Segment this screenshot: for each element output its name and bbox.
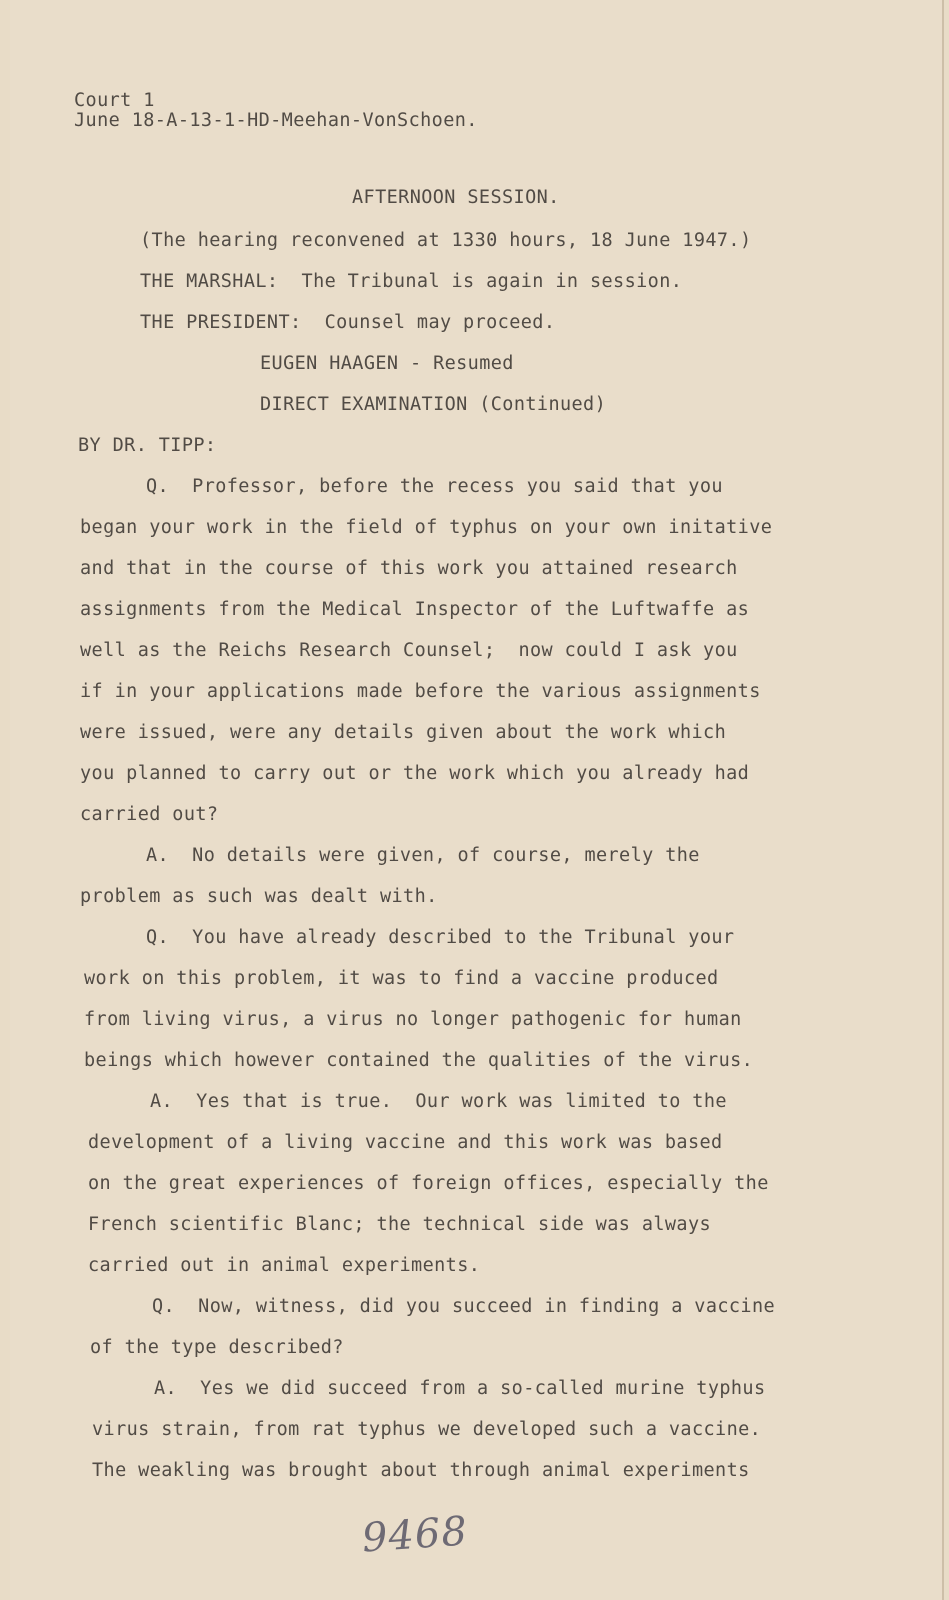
header-court: Court 1 bbox=[74, 90, 155, 111]
session-title: AFTERNOON SESSION. bbox=[352, 187, 560, 208]
testimony-line: The weakling was brought about through animal experiments bbox=[92, 1460, 750, 1481]
examiner-line: BY DR. TIPP: bbox=[78, 435, 217, 456]
header-reference: June 18-A-13-1-HD-Meehan-VonSchoen. bbox=[74, 110, 478, 131]
document-page bbox=[10, 0, 944, 1600]
testimony-line: development of a living vaccine and this work was based bbox=[88, 1132, 723, 1153]
witness-name: EUGEN HAAGEN - Resumed bbox=[260, 353, 514, 374]
testimony-line: if in your applications made before the various assignments bbox=[80, 681, 761, 702]
testimony-line: virus strain, from rat typhus we developed such a vaccine. bbox=[92, 1419, 762, 1440]
testimony-line: carried out in animal experiments. bbox=[88, 1255, 481, 1276]
testimony-line: were issued, were any details given about the work which bbox=[80, 722, 727, 743]
testimony-line: Q. Now, witness, did you succeed in finding a vaccine bbox=[152, 1296, 776, 1317]
testimony-line: A. Yes that is true. Our work was limited to the bbox=[150, 1091, 727, 1112]
testimony-line: and that in the course of this work you attained research bbox=[80, 558, 738, 579]
marshal-statement: THE MARSHAL: The Tribunal is again in session. bbox=[140, 271, 683, 292]
testimony-line: A. No details were given, of course, merely the bbox=[146, 845, 700, 866]
testimony-line: from living virus, a virus no longer pathogenic for human bbox=[84, 1009, 742, 1030]
testimony-line: carried out? bbox=[80, 804, 219, 825]
testimony-line: began your work in the field of typhus on your own initative bbox=[80, 517, 773, 538]
testimony-line: Q. You have already described to the Tribunal your bbox=[146, 927, 735, 948]
testimony-line: assignments from the Medical Inspector of the Luftwaffe as bbox=[80, 599, 750, 620]
testimony-line: on the great experiences of foreign offices, especially the bbox=[88, 1173, 769, 1194]
proceeding-note: (The hearing reconvened at 1330 hours, 18 June 1947.) bbox=[140, 230, 752, 251]
testimony-line: French scientific Blanc; the technical side was always bbox=[88, 1214, 712, 1235]
testimony-line: well as the Reichs Research Counsel; now could I ask you bbox=[80, 640, 738, 661]
testimony-line: A. Yes we did succeed from a so-called murine typhus bbox=[154, 1378, 766, 1399]
president-statement: THE PRESIDENT: Counsel may proceed. bbox=[140, 312, 556, 333]
testimony-line: you planned to carry out or the work which you already had bbox=[80, 763, 750, 784]
testimony-line: beings which however contained the qualities of the virus. bbox=[84, 1050, 754, 1071]
page-number: 9468 bbox=[360, 1508, 470, 1562]
testimony-line: work on this problem, it was to find a vaccine produced bbox=[84, 968, 719, 989]
testimony-line: Q. Professor, before the recess you said that you bbox=[146, 476, 723, 497]
testimony-line: problem as such was dealt with. bbox=[80, 886, 438, 907]
examination-heading: DIRECT EXAMINATION (Continued) bbox=[260, 394, 607, 415]
testimony-line: of the type described? bbox=[90, 1337, 344, 1358]
